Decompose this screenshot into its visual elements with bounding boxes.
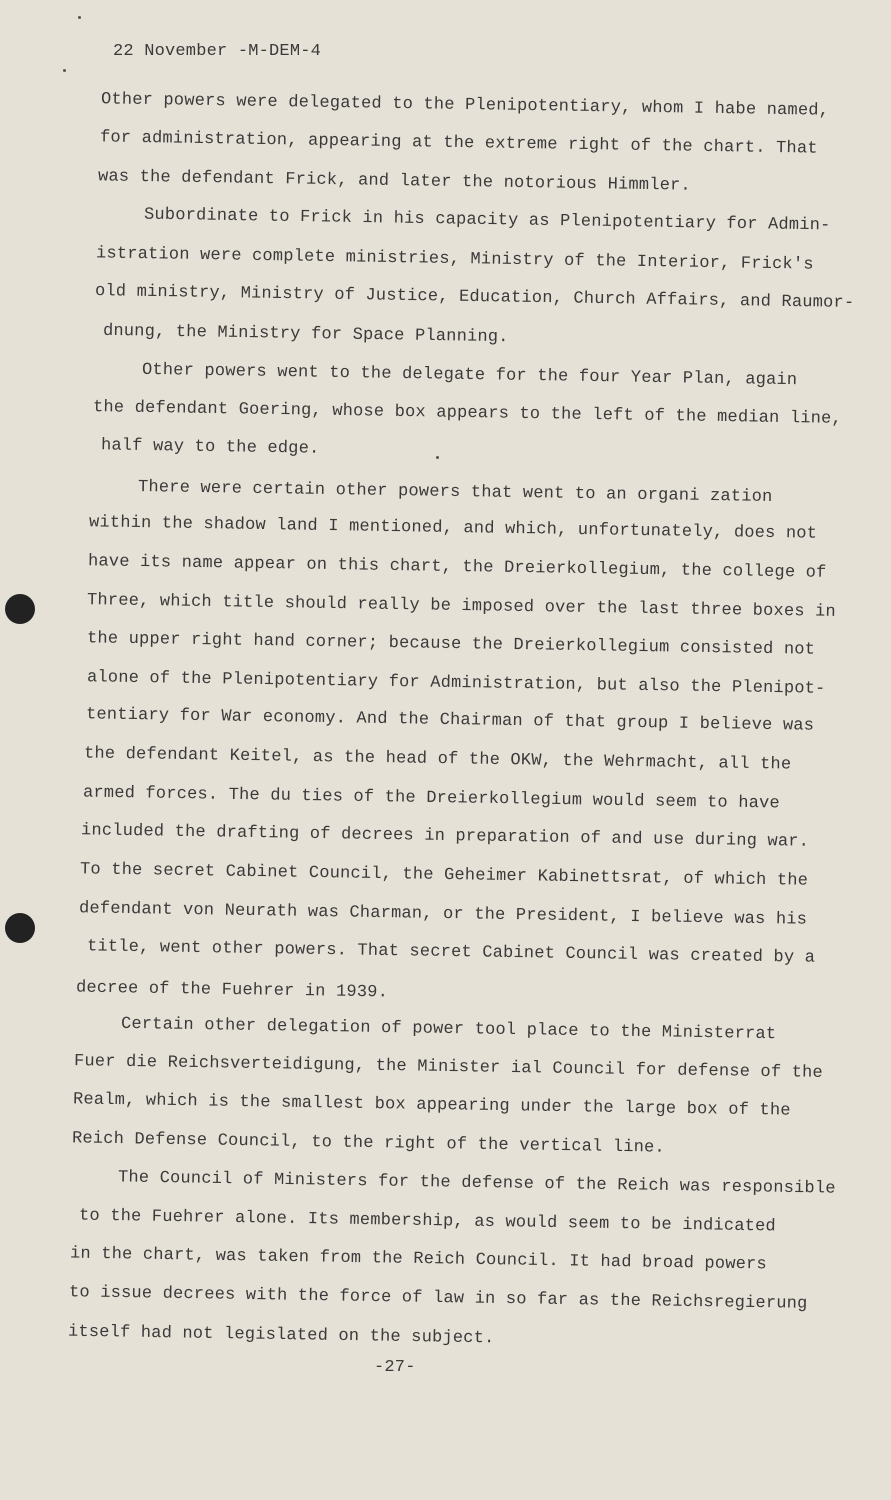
text-line: the defendant Keitel, as the head of the OKW, the Wehrmacht, all the <box>83 744 792 775</box>
text-line: title, went other powers. That secret Cabinet Council was created by a <box>86 937 816 968</box>
page-header: 22 November -M-DEM-4 <box>113 42 322 61</box>
punch-hole <box>5 594 35 624</box>
text-line: dnung, the Ministry for Space Planning. <box>102 321 509 348</box>
text-line: decree of the Fuehrer in 1939. <box>75 978 389 1003</box>
text-line: within the shadow land I mentioned, and which, unfortunately, does not <box>88 513 818 544</box>
text-line: Three, which title should really be imposed over the last three boxes in <box>86 591 837 622</box>
text-line: To the secret Cabinet Council, the Geheimer Kabinettsrat, of which the <box>79 860 809 891</box>
text-line: Fuer die Reichsverteidigung, the Minister ial Council for defense of the <box>73 1052 824 1083</box>
text-line: to issue decrees with the force of law in so far as the Reichsregierung <box>68 1283 808 1314</box>
text-line: itself had not legislated on the subject. <box>67 1322 495 1349</box>
text-line: Other powers were delegated to the Plenipotentiary, whom I habe named, <box>100 90 830 121</box>
text-line: the defendant Goering, whose box appears to the left of the median line, <box>92 398 843 429</box>
text-line: Realm, which is the smallest box appearing under the large box of the <box>72 1090 791 1121</box>
text-line: included the drafting of decrees in preparation of and use during war. <box>80 821 810 852</box>
text-line: defendant von Neurath was Charman, or the President, I believe was his <box>78 899 808 930</box>
text-line: in the chart, was taken from the Reich Council. It had broad powers <box>69 1244 768 1275</box>
text-line: old ministry, Ministry of Justice, Education, Church Affairs, and Raumor- <box>94 282 855 313</box>
text-line: for administration, appearing at the extreme right of the chart. That <box>99 128 818 159</box>
text-line: Reich Defense Council, to the right of the vertical line. <box>71 1129 666 1158</box>
paper-speck <box>63 69 66 72</box>
text-line: Subordinate to Frick in his capacity as Plenipotentiary for Admin- <box>143 205 831 236</box>
text-line: The Council of Ministers for the defense of the Reich was responsible <box>117 1168 836 1199</box>
text-line: istration were complete ministries, Ministry of the Interior, Frick's <box>95 244 814 275</box>
text-line: half way to the edge. <box>100 436 320 459</box>
text-line: to the Fuehrer alone. Its membership, as would seem to be indicated <box>78 1206 777 1237</box>
paper-speck <box>436 456 439 459</box>
text-line: Certain other delegation of power tool place to the Ministerrat <box>120 1014 777 1045</box>
text-line: the upper right hand corner; because the Dreierkollegium consisted not <box>86 629 816 660</box>
text-line: tentiary for War economy. And the Chairman of that group I believe was <box>85 705 815 736</box>
text-line: Other powers went to the delegate for the four Year Plan, again <box>141 360 798 391</box>
text-line: alone of the Plenipotentiary for Administration, but also the Plenipot- <box>86 668 826 699</box>
paper-speck <box>78 16 81 19</box>
punch-hole <box>5 913 35 943</box>
text-line: was the defendant Frick, and later the notorious Himmler. <box>97 167 692 196</box>
text-line: armed forces. The du ties of the Dreierkollegium would seem to have <box>82 783 781 814</box>
page-number: -27- <box>374 1358 416 1377</box>
text-line: There were certain other powers that went to an organi zation <box>137 478 773 507</box>
text-line: have its name appear on this chart, the Dreierkollegium, the college of <box>87 552 827 583</box>
